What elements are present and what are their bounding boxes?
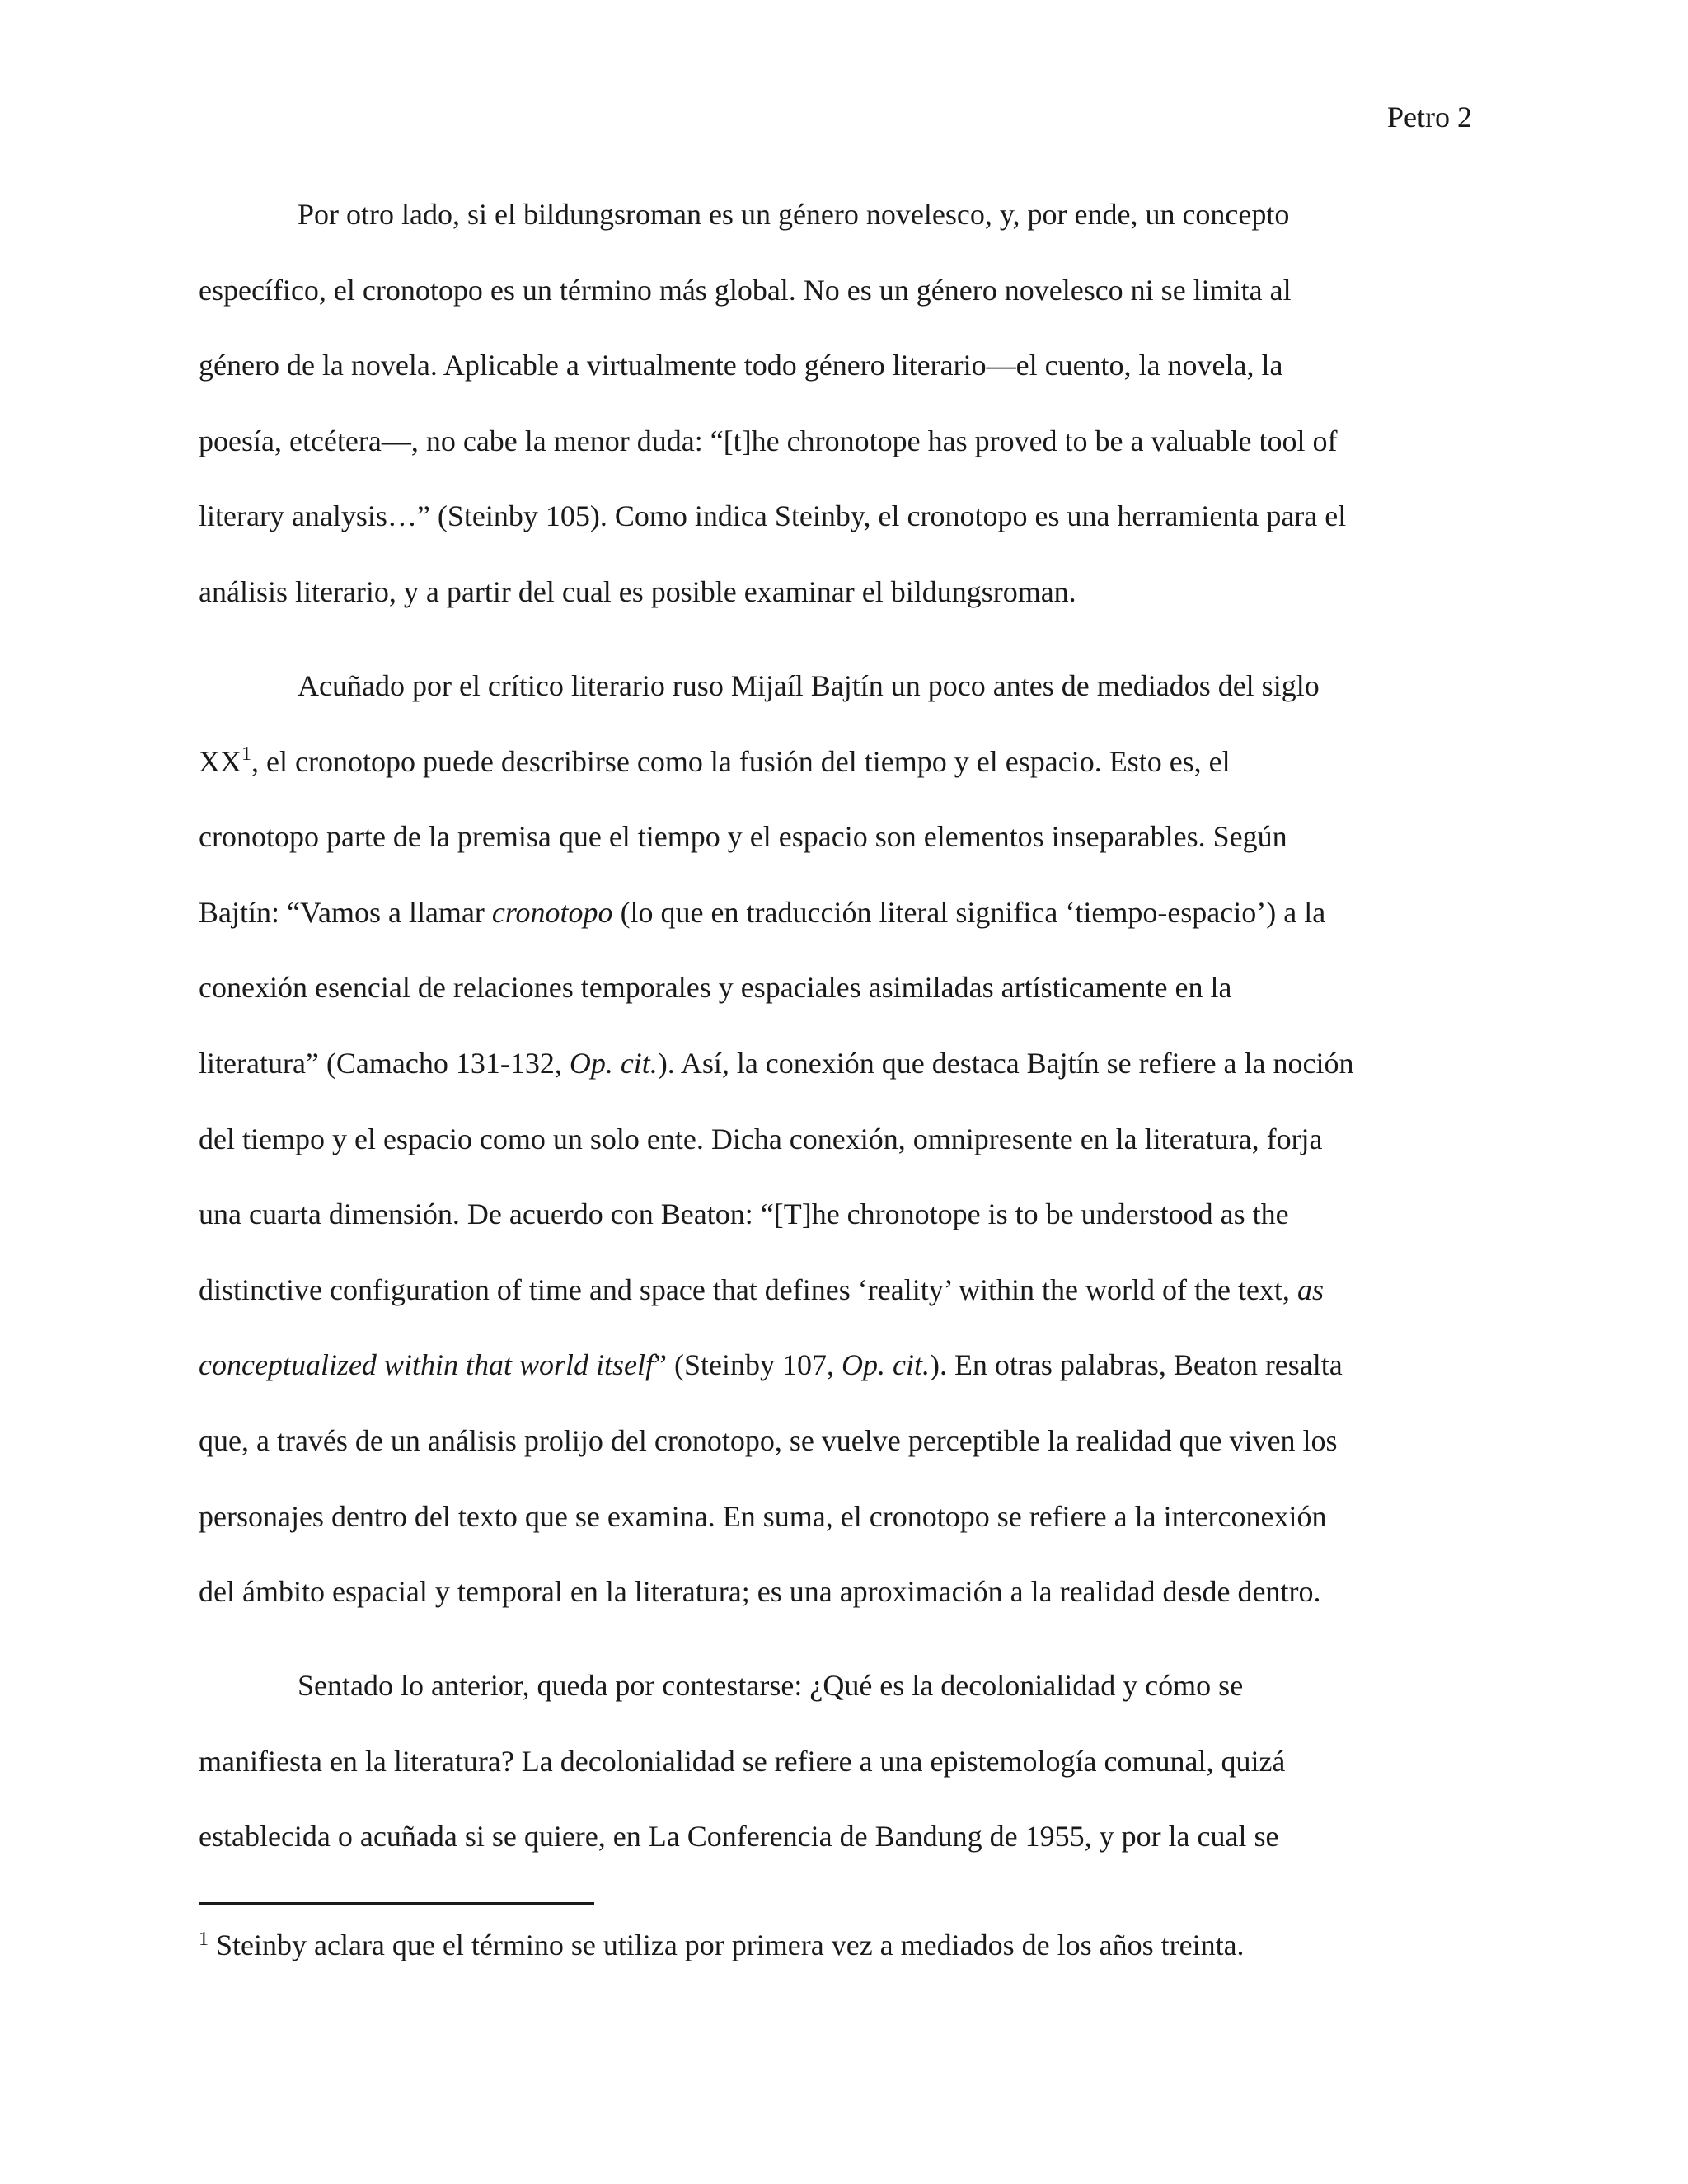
text-line: análisis literario, y a partir del cual es posible examinar el bildungsroman. xyxy=(199,574,1076,608)
text-run: ” (Steinby 107, xyxy=(653,1348,842,1382)
text-run: distinctive configuration of time and space that defines ‘reality’ within the world of the text, xyxy=(199,1272,1297,1306)
footnote-separator xyxy=(199,1902,594,1905)
italic-term: cronotopo xyxy=(491,895,613,929)
text-line: literary analysis…” (Steinby 105). Como indica Steinby, el cronotopo es una herramienta para el xyxy=(199,499,1347,533)
text-run: ). En otras palabras, Beaton resalta xyxy=(929,1348,1343,1382)
text-run: , el cronotopo puede describirse como la fusión del tiempo y el espacio. Esto es, el xyxy=(251,744,1231,778)
text-line xyxy=(199,742,1493,818)
paragraph-2 xyxy=(199,666,1493,1666)
text-line xyxy=(199,1345,1493,1421)
paragraph-1 xyxy=(199,194,1493,666)
paragraph-3 xyxy=(199,1666,1493,1892)
italic-quote: conceptualized within that world itself xyxy=(199,1348,654,1382)
text-line xyxy=(199,1270,1493,1346)
text-run: literatura” (Camacho 131-132, xyxy=(199,1046,570,1080)
text-line xyxy=(199,1043,1493,1119)
text-line: manifiesta en la literatura? La decolonialidad se refiere a una epistemología comunal, quizá xyxy=(199,1744,1286,1778)
text-line: personajes dentro del texto que se examina. En suma, el cronotopo se refiere a la interconexión xyxy=(199,1499,1327,1533)
body-text xyxy=(199,194,1493,1892)
text-line: específico, el cronotopo es un término más global. No es un género novelesco ni se limita al xyxy=(199,273,1292,307)
running-header: Petro 2 xyxy=(1387,101,1472,134)
text-line: Sentado lo anterior, queda por contestarse: ¿Qué es la decolonialidad y cómo se xyxy=(298,1669,1244,1703)
text-line: una cuarta dimensión. De acuerdo con Beaton: “[T]he chronotope is to be understood as the xyxy=(199,1197,1289,1231)
text-line: poesía, etcétera—, no cabe la menor duda: “[t]he chronotope has proved to be a valuable tool of xyxy=(199,424,1338,457)
text-run: (lo que en traducción literal significa ‘tiempo-espacio’) a la xyxy=(612,895,1326,929)
text-run: ). Así, la conexión que destaca Bajtín se refiere a la noción xyxy=(657,1046,1354,1080)
text-line: conexión esencial de relaciones temporales y espaciales asimiladas artísticamente en la xyxy=(199,971,1232,1005)
footnote-reference: 1 xyxy=(241,743,251,765)
italic-citation: Op. cit. xyxy=(569,1046,658,1080)
italic-citation: Op. cit. xyxy=(841,1348,930,1382)
text-line xyxy=(199,893,1493,968)
text-line: Por otro lado, si el bildungsroman es un género novelesco, y, por ende, un concepto xyxy=(298,198,1290,231)
footnote xyxy=(199,1925,1493,1965)
text-line: establecida o acuñada si se quiere, en La Conferencia de Bandung de 1955, y por la cual se xyxy=(199,1820,1279,1854)
text-line: que, a través de un análisis prolijo del cronotopo, se vuelve perceptible la realidad que viven los xyxy=(199,1423,1338,1457)
text-line: cronotopo parte de la premisa que el tiempo y el espacio son elementos inseparables. Según xyxy=(199,820,1287,854)
text-line: género de la novela. Aplicable a virtualmente todo género literario—el cuento, la novela, la xyxy=(199,349,1283,382)
text-run: Bajtín: “Vamos a llamar xyxy=(199,895,492,929)
text-line: del tiempo y el espacio como un solo ente. Dicha conexión, omnipresente en la literatura, forja xyxy=(199,1122,1323,1155)
text-line: del ámbito espacial y temporal en la literatura; es una aproximación a la realidad desde dentro. xyxy=(199,1575,1321,1609)
italic-quote: as xyxy=(1296,1272,1324,1306)
text-line: Acuñado por el crítico literario ruso Mijaíl Bajtín un poco antes de mediados del siglo xyxy=(298,668,1320,702)
text-run: XX xyxy=(199,744,241,778)
footnote-marker: 1 xyxy=(199,1929,209,1950)
footnote-text: Steinby aclara que el término se utiliza por primera vez a mediados de los años treinta. xyxy=(209,1929,1245,1961)
